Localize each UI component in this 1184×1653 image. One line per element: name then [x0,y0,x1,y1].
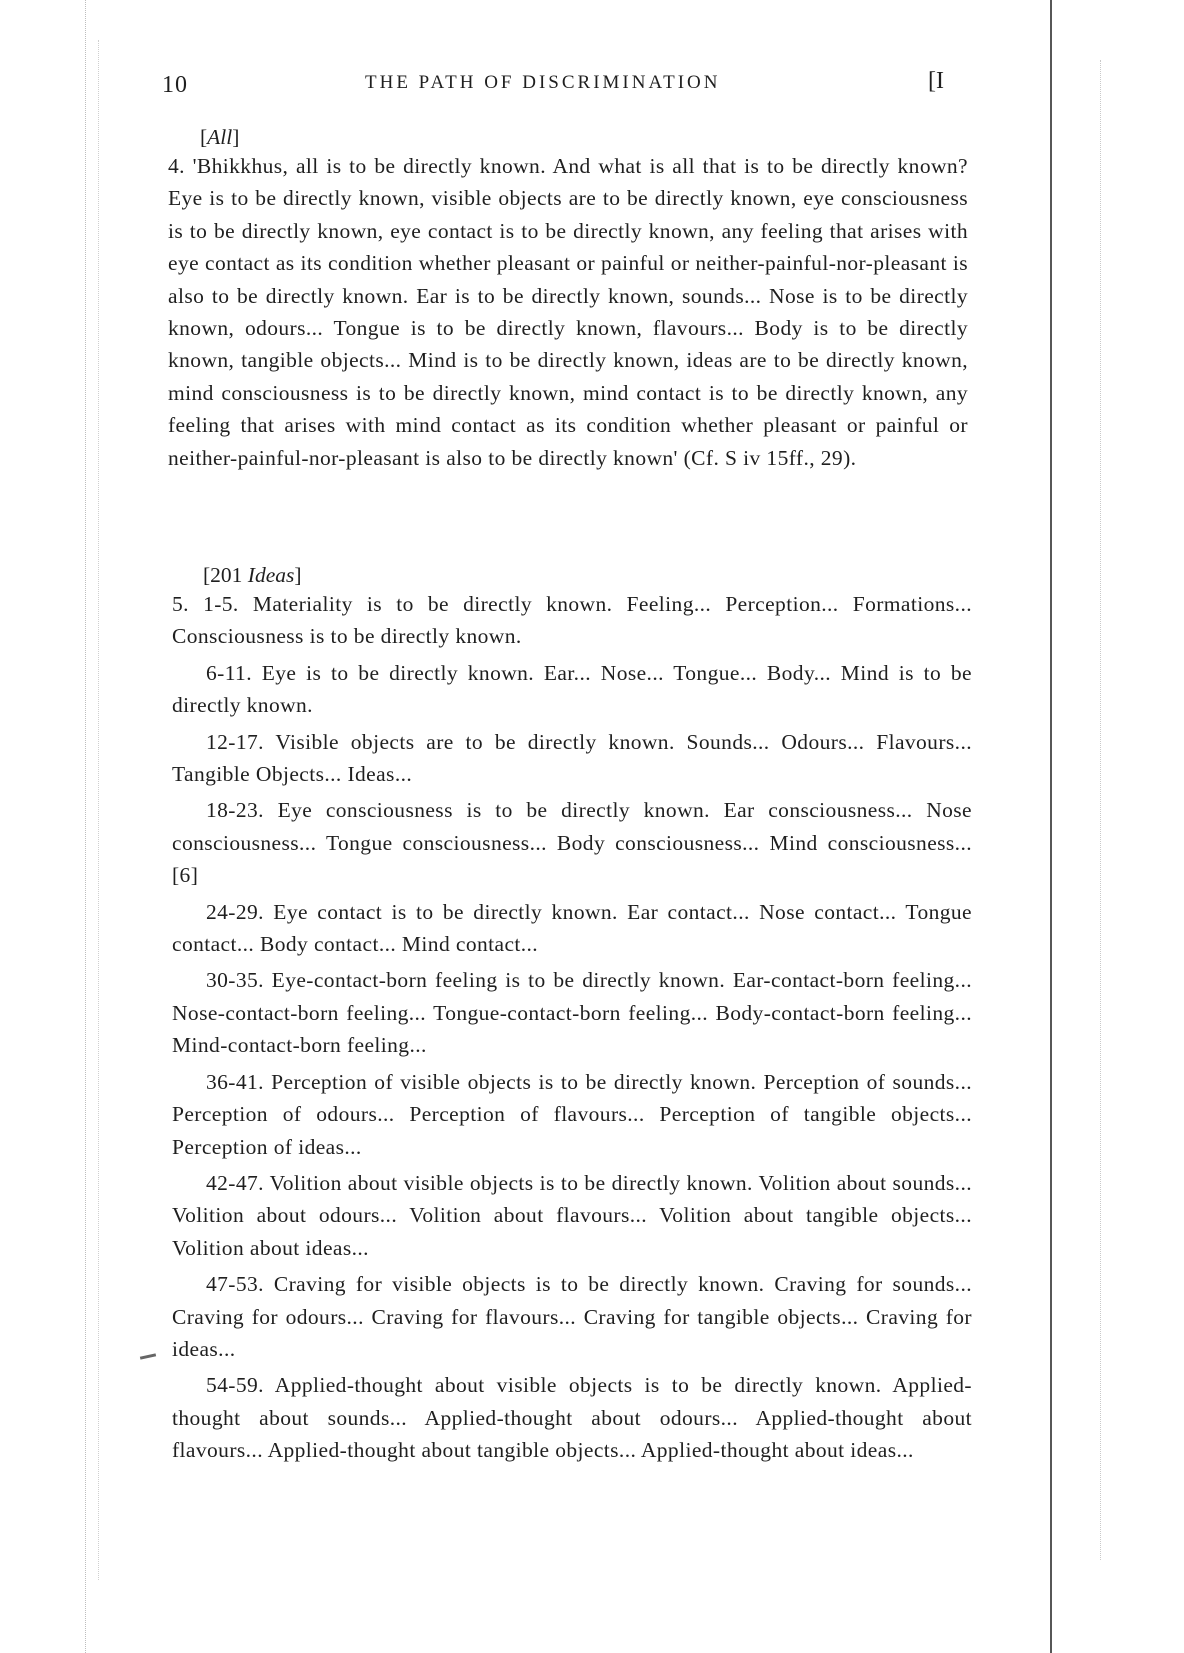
heading-text: Ideas [247,563,295,587]
paragraph: 6-11. Eye is to be directly known. Ear... Nose... Tongue... Body... Mind is to be directly known. [172,660,972,718]
paragraph: 42-47. Volition about visible objects is to be directly known. Volition about sounds... Volition about odours... Volition about flavours... Volition about tangible objects... Volition about ideas... [172,1170,972,1260]
running-title: THE PATH OF DISCRIMINATION [365,72,721,93]
heading-text: All [207,125,233,149]
scan-edge-left-inner [98,40,100,1580]
paragraph: 54-59. Applied-thought about visible objects is to be directly known. Applied-thought about sounds... Applied-thought about odours... Applied-thought about flavours... Applied-thought about tangible objects... Applied-thought about ideas... [172,1373,972,1463]
section-heading-ideas [203,563,302,588]
paragraph: 47-53. Craving for visible objects is to be directly known. Craving for sounds... Craving for odours... Craving for flavours... Craving for tangible objects... Craving for ideas... [172,1272,972,1361]
stray-mark [140,1353,156,1359]
paragraph: 18-23. Eye consciousness is to be directly known. Ear consciousness... Nose consciousness... Tongue consciousness... Body consciousness... Mind consciousness... [6] [172,798,972,888]
paragraph: 30-35. Eye-contact-born feeling is to be directly known. Ear-contact-born feeling... Nose-contact-born feeling... Tongue-contact-born feeling... Body-contact-born feeling... Mind-contact-born feeling... [172,968,972,1058]
heading-suffix: ] [232,125,240,149]
paragraph: 12-17. Visible objects are to be directly known. Sounds... Odours... Flavours... Tangible Objects... Ideas... [172,729,972,787]
scan-edge-right [1050,0,1052,1653]
heading-prefix: [ [200,125,208,149]
page-number: 10 [162,72,188,98]
scan-edge-left [85,0,87,1653]
heading-suffix: ] [294,563,302,587]
section-body-ideas [172,588,972,1467]
section-heading-all [200,125,239,150]
scan-edge-right-outer [1100,60,1102,1560]
section-body-all [168,150,968,474]
section-mark: [I [928,68,944,94]
paragraph: 5. 1-5. Materiality is to be directly known. Feeling... Perception... Formations... Consciousness is to be directly known. [172,592,972,649]
paragraph: 24-29. Eye contact is to be directly known. Ear contact... Nose contact... Tongue contact... Body contact... Mind contact... [172,899,972,957]
paragraph: 36-41. Perception of visible objects is to be directly known. Perception of sounds... Perception of odours... Perception of flavours... Perception of tangible objects... Perception of ideas... [172,1069,972,1159]
running-head [160,68,960,98]
heading-prefix: [201 [203,563,248,587]
paragraph: 4. 'Bhikkhus, all is to be directly known. And what is all that is to be directly known? Eye is to be directly known, visible objects are to be directly known, eye consciousness is to be directly known, eye contact is to be directly known, any feeling that arises with eye contact as its condition whether pleasant or painful or neither-painful-nor-pleasant is also to be directly known. Ear is to be directly known, sounds... Nose is to be directly known, odours... Tongue is to be directly known, flavours... Body is to be directly known, tangible objects... Mind is to be directly known, ideas are to be directly known, mind consciousness is to be directly known, mind contact is to be directly known, any feeling that arises with mind contact as its condition whether pleasant or painful or neither-painful-nor-pleasant is also to be directly known' (Cf. S iv 15ff., 29). [168,154,968,470]
